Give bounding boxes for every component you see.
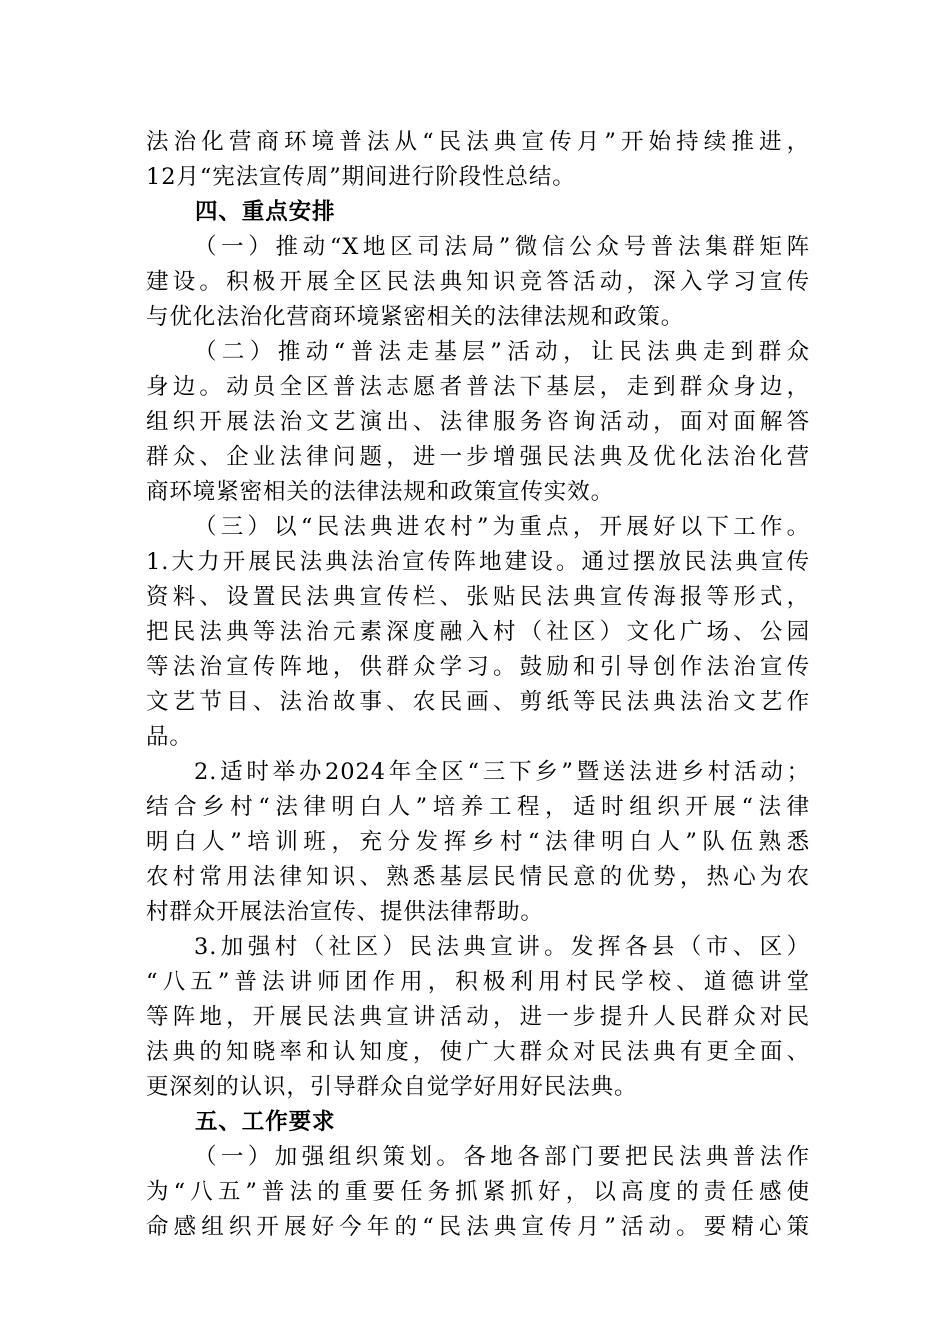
text-line: 资料、设置民法典宣传栏、张贴民法典宣传海报等形式， — [146, 584, 810, 610]
text-line: 命感组织开展好今年的“民法典宣传月”活动。要精心策 — [146, 1214, 810, 1240]
text-line: 12月“宪法宣传周”期间进行阶段性总结。 — [146, 164, 576, 190]
text-line: 1.大力开展民法典法治宣传阵地建设。通过摆放民法典宣传 — [146, 549, 810, 575]
text-line: 3.加强村（社区）民法典宣讲。发挥各县（市、区） — [194, 934, 810, 960]
text-line: （二）推动“普法走基层”活动，让民法典走到群众 — [194, 339, 810, 365]
text-line: 结合乡村“法律明白人”培养工程，适时组织开展“法律 — [146, 794, 810, 820]
text-line: 更深刻的认识，引导群众自觉学好用好民法典。 — [146, 1074, 638, 1100]
text-line: 2.适时举办2024年全区“三下乡”暨送法进乡村活动； — [194, 759, 810, 785]
text-line: 等阵地，开展民法典宣讲活动，进一步提升人民群众对民 — [146, 1004, 810, 1030]
text-line: 建设。积极开展全区民法典知识竞答活动，深入学习宣传 — [146, 269, 810, 295]
text-line: 群众、企业法律问题，进一步增强民法典及优化法治化营 — [146, 444, 810, 470]
text-line: 组织开展法治文艺演出、法律服务咨询活动，面对面解答 — [146, 409, 810, 435]
text-line: 商环境紧密相关的法律法规和政策宣传实效。 — [146, 479, 615, 505]
section-heading: 五、工作要求 — [195, 1109, 336, 1135]
text-line: （三）以“民法典进农村”为重点，开展好以下工作。 — [194, 514, 810, 540]
text-line: 文艺节目、法治故事、农民画、剪纸等民法典法治文艺作 — [146, 689, 810, 715]
text-line: 品。 — [146, 724, 193, 750]
text-line: 与优化法治化营商环境紧密相关的法律法规和政策。 — [146, 304, 685, 330]
text-line: 法治化营商环境普法从“民法典宣传月”开始持续推进， — [146, 129, 810, 155]
text-line: 身边。动员全区普法志愿者普法下基层，走到群众身边， — [146, 374, 810, 400]
text-line: 明白人”培训班，充分发挥乡村“法律明白人”队伍熟悉 — [146, 829, 810, 855]
text-line: 把民法典等法治元素深度融入村（社区）文化广场、公园 — [146, 619, 810, 645]
text-line: 法典的知晓率和认知度，使广大群众对民法典有更全面、 — [146, 1039, 810, 1065]
text-line: （一）加强组织策划。各地各部门要把民法典普法作 — [194, 1144, 810, 1170]
section-heading: 四、重点安排 — [195, 199, 336, 225]
text-line: “八五”普法讲师团作用，积极利用村民学校、道德讲堂 — [146, 969, 810, 995]
text-line: 村群众开展法治宣传、提供法律帮助。 — [146, 899, 544, 925]
text-line: 农村常用法律知识、熟悉基层民情民意的优势，热心为农 — [146, 864, 810, 890]
text-line: 等法治宣传阵地，供群众学习。鼓励和引导创作法治宣传 — [146, 654, 810, 680]
text-line: 为“八五”普法的重要任务抓紧抓好，以高度的责任感使 — [146, 1179, 810, 1205]
text-line: （一）推动“X地区司法局”微信公众号普法集群矩阵 — [194, 234, 810, 260]
